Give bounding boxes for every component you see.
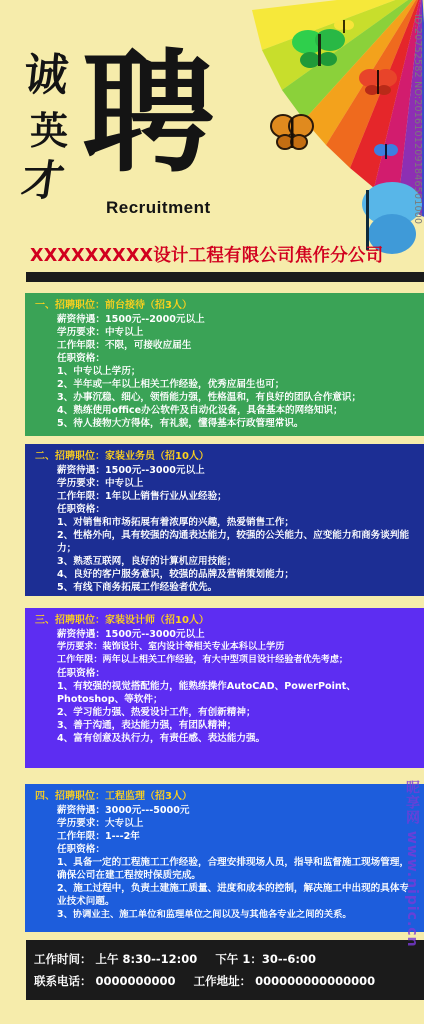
job-panel-designer: [25, 608, 424, 768]
job-years: 工作年限：1年以上销售行业从业经验；: [57, 491, 227, 502]
job-req-item: 1、具备一定的工程施工工作经验，合理安排现场人员，指导和监督施工现场管理，确保公司在建工程按时保质完成。: [57, 857, 410, 881]
job-panel-sales: [25, 444, 424, 596]
job-title: 三、招聘职位：家装设计师（招10人）: [35, 615, 209, 626]
job-years: 工作年限：两年以上相关工作经验，有大中型项目设计经验者优先考虑；: [57, 655, 349, 665]
phone-value: 0000000000: [95, 974, 176, 988]
job-education: 学历要求：中专以上: [57, 478, 144, 489]
job-req-item: 4、良好的客户服务意识，较强的品牌及营销策划能力；: [57, 569, 294, 580]
red-butterfly-icon: [358, 66, 398, 96]
phone-label: 联系电话：: [34, 974, 92, 988]
job-req-item: 4、富有创意及执行力，有责任感、表达能力强。: [57, 733, 266, 744]
job-salary: 薪资待遇：1500元--3000元以上: [57, 465, 205, 476]
job-salary: 薪资待遇：3000元---5000元: [57, 805, 190, 816]
logo-char-cai: 才: [18, 156, 68, 205]
job-req-item: 2、性格外向，具有较强的沟通表达能力，较强的公关能力、应变能力和商务谈判能力；: [57, 530, 410, 554]
job-req-item: 3、办事沉稳、细心，领悟能力强，性格温和，有良好的团队合作意识；: [57, 392, 362, 403]
work-hours-afternoon: 下午 1：30--6:00: [215, 952, 316, 966]
job-education: 学历要求：装饰设计、室内设计等相关专业本科以上学历: [57, 642, 285, 652]
job-years: 工作年限：不限，可接收应届生: [57, 340, 192, 351]
job-req-label: 任职资格：: [57, 504, 105, 515]
job-req-item: 5、有线下商务拓展工作经验者优先。: [57, 582, 218, 593]
recruitment-logo: [18, 37, 238, 228]
address-value: 000000000000000: [255, 974, 376, 988]
contact-footer: [26, 940, 424, 1000]
job-req-item: 2、施工过程中，负责土建施工质量、进度和成本的控制，解决施工中出现的具体专业技术问题。: [57, 883, 410, 907]
job-req-item: 5、待人接物大方得体，有礼貌，懂得基本行政管理常识。: [57, 418, 304, 429]
job-req-item: 1、有较强的视觉搭配能力，能熟练操作AutoCAD、PowerPoint、Photoshop、等软件；: [57, 681, 356, 705]
job-req-item: 3、熟悉互联网，良好的计算机应用技能；: [57, 556, 237, 567]
logo-recruitment-text: Recruitment: [106, 198, 211, 217]
job-title: 一、招聘职位：前台接待（招3人）: [35, 300, 192, 311]
site-watermark: 昵享网 www.nipic.cn: [404, 780, 420, 948]
job-panel-receptionist: [25, 293, 424, 436]
job-req-item: 3、善于沟通，表达能力强，有团队精神；: [57, 720, 237, 731]
work-hours-row: [34, 948, 424, 970]
job-req-label: 任职资格：: [57, 668, 105, 679]
job-education: 学历要求：中专以上: [57, 327, 144, 338]
logo-char-pin: 聘: [82, 37, 210, 191]
job-req-item: 1、对销售和市场拓展有着浓厚的兴趣，热爱销售工作；: [57, 517, 294, 528]
yellow-butterfly-icon: [334, 18, 354, 34]
logo-char-ying: 英: [30, 109, 69, 153]
small-blue-butterfly-icon: [374, 142, 398, 160]
job-salary: 薪资待遇：1500元--2000元以上: [57, 314, 205, 325]
orange-butterfly-icon: [270, 112, 314, 150]
header-divider-bar: [26, 272, 424, 282]
work-hours-label: 工作时间：: [34, 952, 92, 966]
job-req-item: 2、学习能力强、热爱设计工作，有创新精神；: [57, 707, 256, 718]
job-years: 工作年限：1---2年: [57, 831, 140, 842]
job-panel-supervisor: [25, 784, 424, 932]
job-req-item: 3、协调业主、施工单位和监理单位之间以及与其他各专业之间的关系。: [57, 909, 352, 920]
job-req-label: 任职资格：: [57, 844, 105, 855]
address-label: 工作地址：: [193, 974, 252, 988]
job-req-item: 1、中专以上学历；: [57, 366, 141, 377]
company-name: XXXXXXXXX设计工程有限公司焦作分公司: [30, 246, 384, 266]
contact-row: [34, 970, 424, 992]
image-id-watermark: ID:20752582 NO:20161012091846501000: [412, 14, 423, 225]
job-req-item: 4、熟练使用office办公软件及自动化设备，具备基本的网络知识；: [57, 405, 343, 416]
job-req-label: 任职资格：: [57, 353, 105, 364]
job-req-item: 2、半年或一年以上相关工作经验，优秀应届生也可；: [57, 379, 285, 390]
work-hours-morning: 上午 8:30--12:00: [95, 952, 198, 966]
job-title: 二、招聘职位：家装业务员（招10人）: [35, 451, 209, 462]
job-salary: 薪资待遇：1500元--3000元以上: [57, 629, 205, 640]
job-education: 学历要求：大专以上: [57, 818, 144, 829]
logo-char-cheng: 诚: [21, 50, 71, 101]
job-title: 四、招聘职位：工程监理（招3人）: [35, 791, 192, 802]
